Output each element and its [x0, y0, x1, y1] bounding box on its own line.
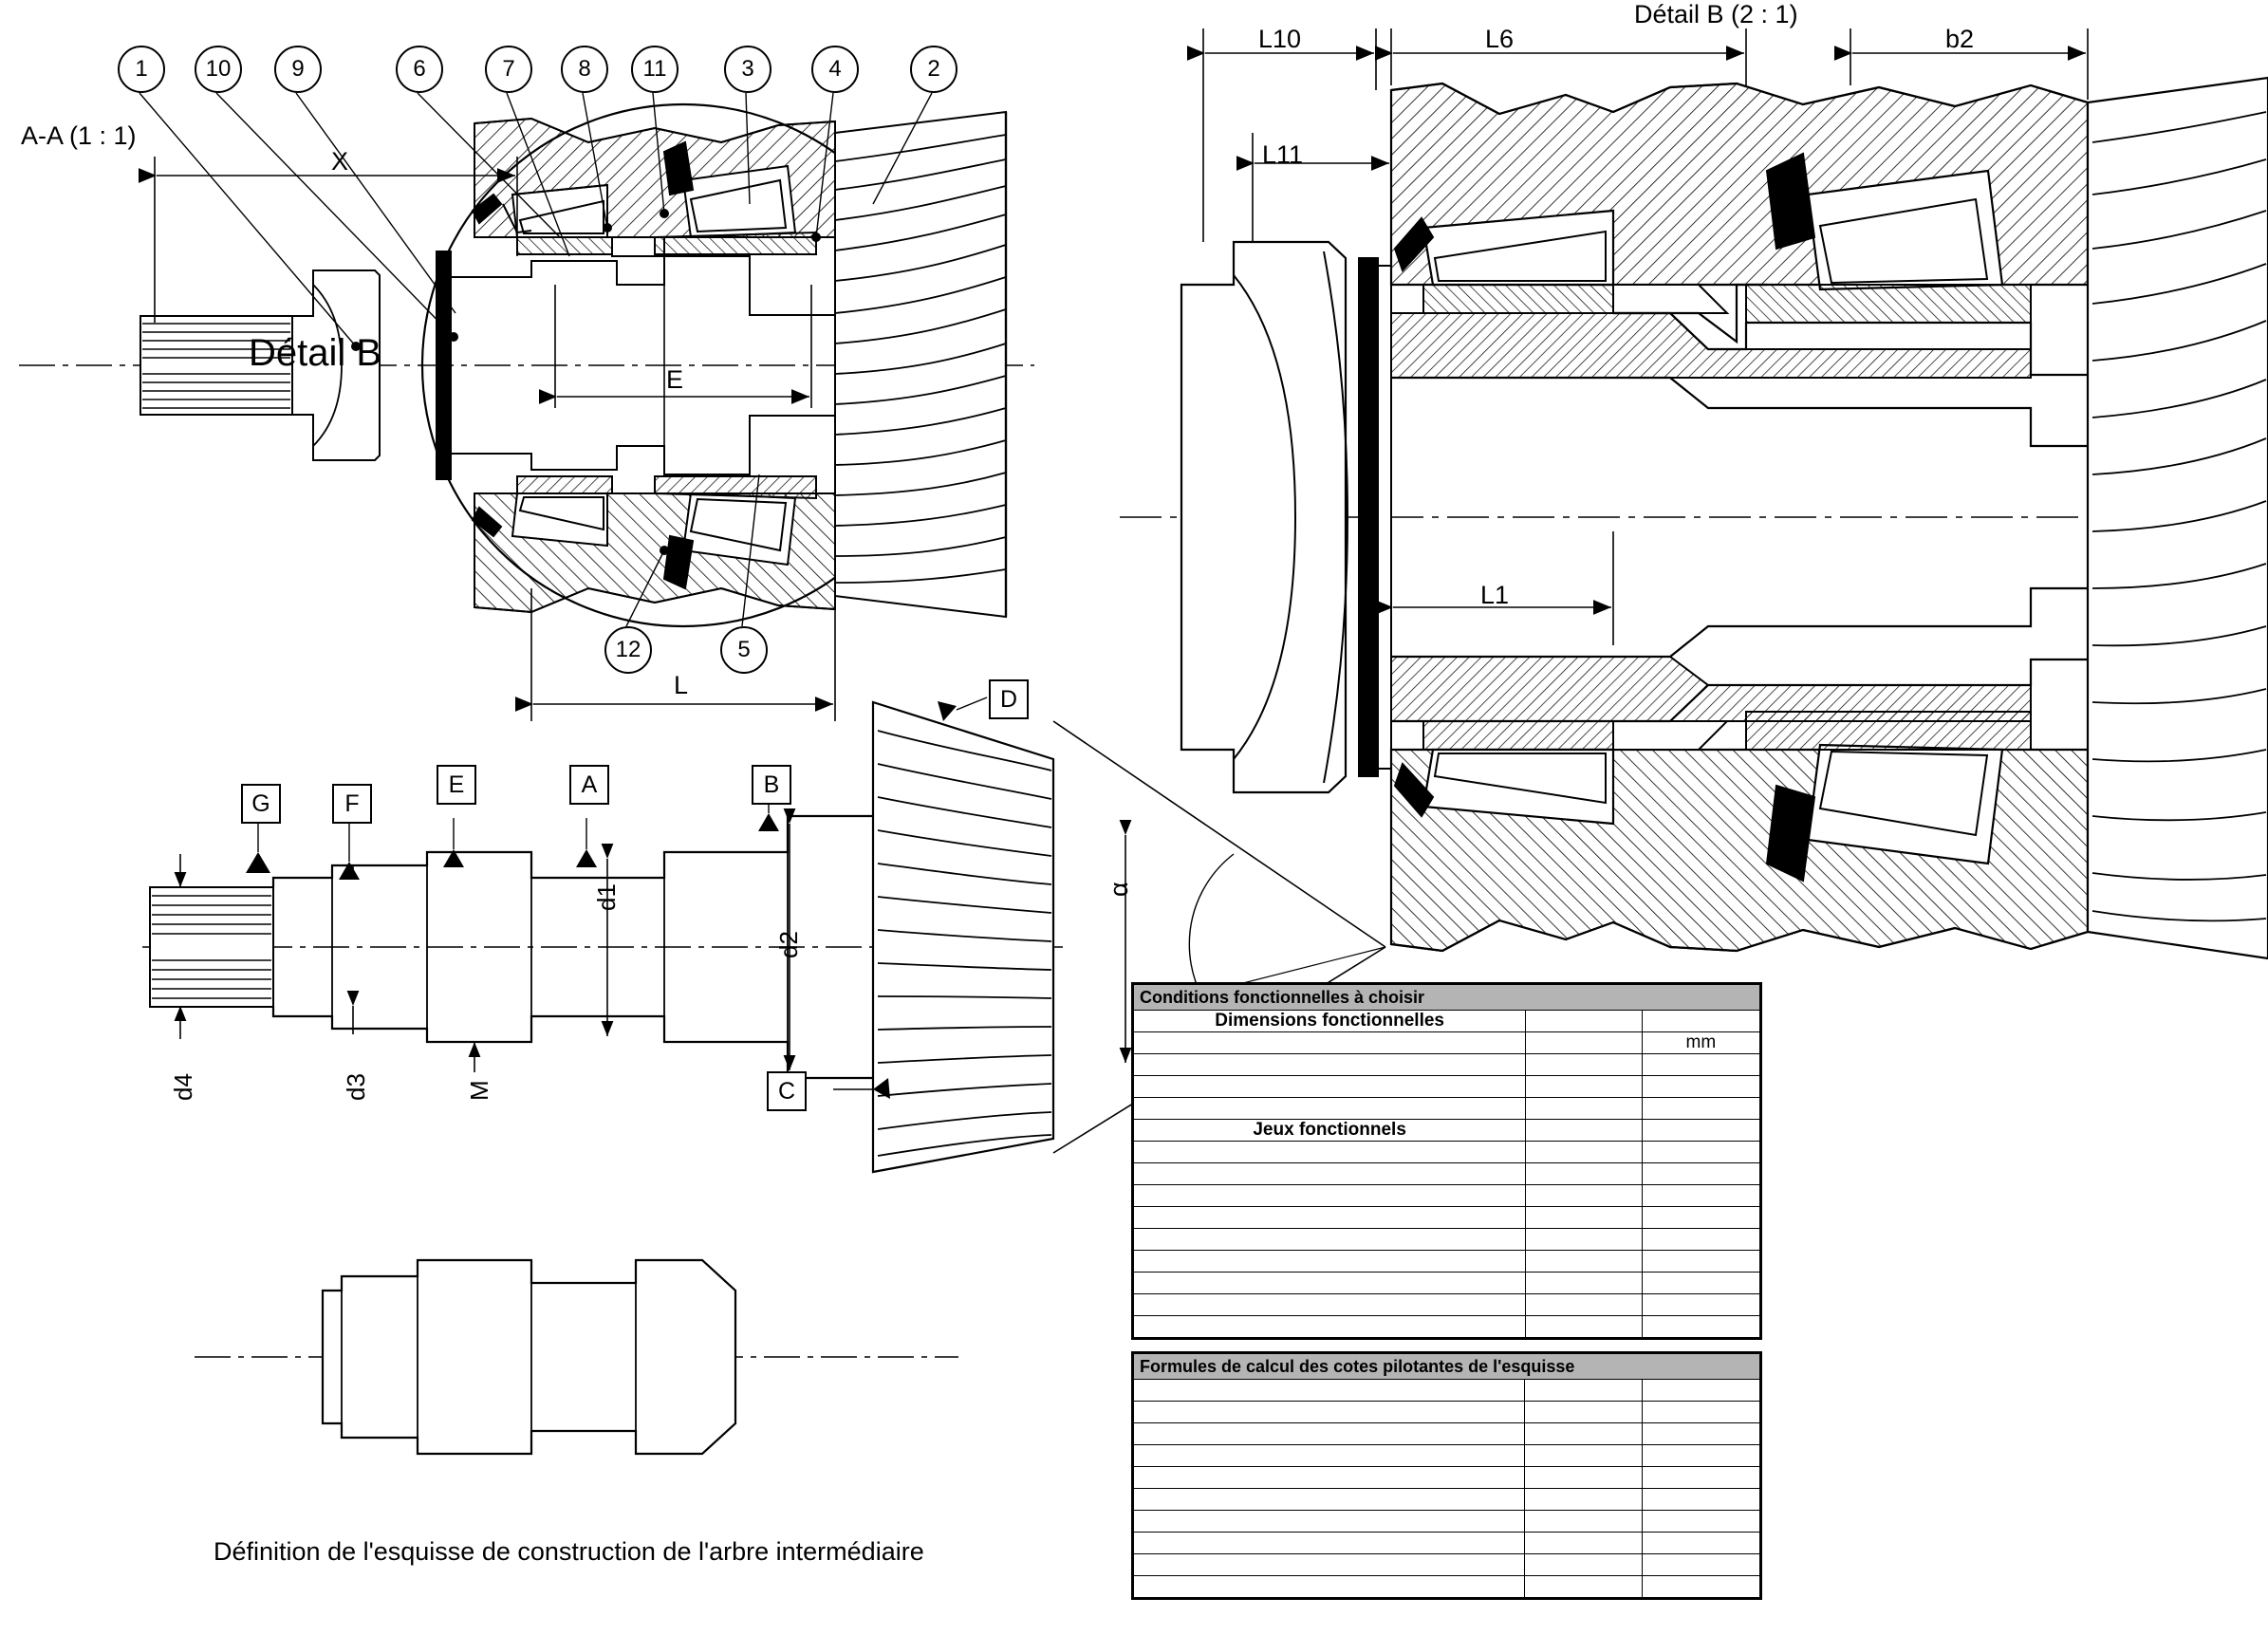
table-cell[interactable]: [1133, 1380, 1525, 1402]
table-cell[interactable]: [1642, 1423, 1760, 1445]
table-cell[interactable]: [1642, 1076, 1760, 1098]
table-cell[interactable]: [1642, 1294, 1760, 1316]
dimension-e: E: [666, 365, 684, 394]
table-cell[interactable]: [1526, 1011, 1643, 1032]
table-cell[interactable]: [1526, 1251, 1643, 1273]
dimension-l: L: [674, 671, 689, 699]
table-formules-header: Formules de calcul des cotes pilotantes de l'esquisse: [1133, 1353, 1761, 1380]
table-conditions-subheader-dimensions: Dimensions fonctionnelles: [1133, 1011, 1526, 1032]
table-cell[interactable]: [1133, 1251, 1526, 1273]
datum-box-b: B: [752, 765, 791, 805]
table-cell[interactable]: [1133, 1229, 1526, 1251]
datum-box-a: A: [569, 765, 609, 805]
table-cell[interactable]: [1133, 1032, 1526, 1054]
table-cell[interactable]: [1642, 1316, 1760, 1339]
table-cell[interactable]: [1133, 1576, 1525, 1599]
table-cell[interactable]: [1133, 1185, 1526, 1207]
table-cell[interactable]: [1642, 1467, 1760, 1489]
datum-box-g: G: [241, 784, 281, 824]
detail-b-label-left: Détail B: [249, 332, 382, 374]
table-cell[interactable]: [1526, 1294, 1643, 1316]
table-cell[interactable]: [1133, 1511, 1525, 1533]
table-cell[interactable]: [1526, 1098, 1643, 1120]
table-cell[interactable]: [1524, 1467, 1642, 1489]
table-cell[interactable]: [1642, 1511, 1760, 1533]
table-cell[interactable]: [1133, 1098, 1526, 1120]
dimension-l11: L11: [1262, 140, 1304, 169]
balloon-6: 6: [396, 46, 443, 93]
dimension-l1: L1: [1480, 581, 1510, 609]
dimension-d4: d4: [169, 1073, 197, 1101]
table-cell[interactable]: [1642, 1011, 1760, 1032]
table-cell[interactable]: [1133, 1467, 1525, 1489]
detail-b-label-right: Détail B (2 : 1): [1634, 0, 1798, 28]
table-cell[interactable]: [1133, 1273, 1526, 1294]
table-cell[interactable]: [1526, 1032, 1643, 1054]
table-cell[interactable]: [1642, 1163, 1760, 1185]
table-cell[interactable]: [1642, 1489, 1760, 1511]
table-cell[interactable]: [1133, 1207, 1526, 1229]
dimension-d1: d1: [592, 883, 621, 911]
table-cell[interactable]: [1526, 1076, 1643, 1098]
table-cell[interactable]: [1526, 1207, 1643, 1229]
table-cell[interactable]: [1524, 1511, 1642, 1533]
table-cell[interactable]: [1133, 1554, 1525, 1576]
table-cell[interactable]: [1133, 1163, 1526, 1185]
table-cell[interactable]: [1642, 1098, 1760, 1120]
balloon-8: 8: [561, 46, 608, 93]
table-cell[interactable]: [1642, 1229, 1760, 1251]
balloon-7: 7: [485, 46, 532, 93]
table-cell[interactable]: [1133, 1445, 1525, 1467]
table-cell[interactable]: [1133, 1054, 1526, 1076]
datum-box-d: D: [989, 679, 1029, 719]
table-cell[interactable]: [1524, 1402, 1642, 1423]
table-cell[interactable]: [1642, 1554, 1760, 1576]
table-cell[interactable]: [1526, 1142, 1643, 1163]
table-cell[interactable]: [1642, 1576, 1760, 1599]
table-cell[interactable]: [1642, 1273, 1760, 1294]
table-cell[interactable]: [1524, 1489, 1642, 1511]
table-cell[interactable]: [1524, 1445, 1642, 1467]
table-cell[interactable]: [1642, 1380, 1760, 1402]
table-cell[interactable]: [1642, 1402, 1760, 1423]
datum-box-f: F: [332, 784, 372, 824]
table-cell[interactable]: [1526, 1185, 1643, 1207]
table-cell[interactable]: [1642, 1251, 1760, 1273]
table-conditions-header: Conditions fonctionnelles à choisir: [1133, 984, 1761, 1011]
table-cell[interactable]: [1133, 1402, 1525, 1423]
dimension-l10: L10: [1258, 25, 1302, 53]
table-conditions-subheader-jeux: Jeux fonctionnels: [1133, 1120, 1526, 1142]
balloon-10: 10: [195, 46, 242, 93]
datum-box-c: C: [767, 1071, 807, 1111]
dimension-l6: L6: [1485, 25, 1515, 53]
balloon-12: 12: [604, 626, 652, 674]
balloon-5: 5: [720, 626, 768, 674]
drawing-caption: Définition de l'esquisse de construction de l'arbre intermédiaire: [214, 1537, 924, 1566]
balloon-4: 4: [811, 46, 859, 93]
dimension-x: X: [331, 147, 349, 176]
table-cell[interactable]: [1642, 1120, 1760, 1142]
dimension-d3: d3: [342, 1073, 370, 1101]
table-cell[interactable]: [1133, 1316, 1526, 1339]
table-cell[interactable]: [1524, 1423, 1642, 1445]
table-cell[interactable]: [1526, 1120, 1643, 1142]
table-cell[interactable]: [1526, 1316, 1643, 1339]
table-cell[interactable]: [1133, 1423, 1525, 1445]
table-conditions-unit: mm: [1642, 1032, 1760, 1054]
section-label-aa: A-A (1 : 1): [21, 121, 137, 150]
table-cell[interactable]: [1642, 1185, 1760, 1207]
table-cell[interactable]: [1526, 1229, 1643, 1251]
balloon-9: 9: [274, 46, 322, 93]
table-cell[interactable]: [1642, 1445, 1760, 1467]
table-cell[interactable]: [1642, 1207, 1760, 1229]
dimension-alpha: α: [1105, 882, 1133, 897]
dimension-b2: b2: [1945, 25, 1975, 53]
table-cell[interactable]: [1524, 1554, 1642, 1576]
balloon-3: 3: [724, 46, 771, 93]
table-cell[interactable]: [1133, 1076, 1526, 1098]
datum-box-e: E: [437, 765, 476, 805]
table-conditions-fonctionnelles: [1131, 982, 1762, 1340]
table-formules-calcul: [1131, 1351, 1762, 1600]
balloon-2: 2: [910, 46, 957, 93]
balloon-11: 11: [631, 46, 679, 93]
dimension-m: M: [465, 1080, 493, 1101]
balloon-1: 1: [118, 46, 165, 93]
table-cell[interactable]: [1133, 1533, 1525, 1554]
table-cell[interactable]: [1642, 1054, 1760, 1076]
table-cell[interactable]: [1526, 1163, 1643, 1185]
table-cell[interactable]: [1526, 1054, 1643, 1076]
table-cell[interactable]: [1524, 1533, 1642, 1554]
dimension-d2: d2: [774, 931, 803, 958]
table-cell[interactable]: [1642, 1533, 1760, 1554]
table-cell[interactable]: [1524, 1576, 1642, 1599]
table-cell[interactable]: [1133, 1489, 1525, 1511]
table-cell[interactable]: [1133, 1142, 1526, 1163]
table-cell[interactable]: [1133, 1294, 1526, 1316]
table-cell[interactable]: [1524, 1380, 1642, 1402]
table-cell[interactable]: [1642, 1142, 1760, 1163]
table-cell[interactable]: [1526, 1273, 1643, 1294]
